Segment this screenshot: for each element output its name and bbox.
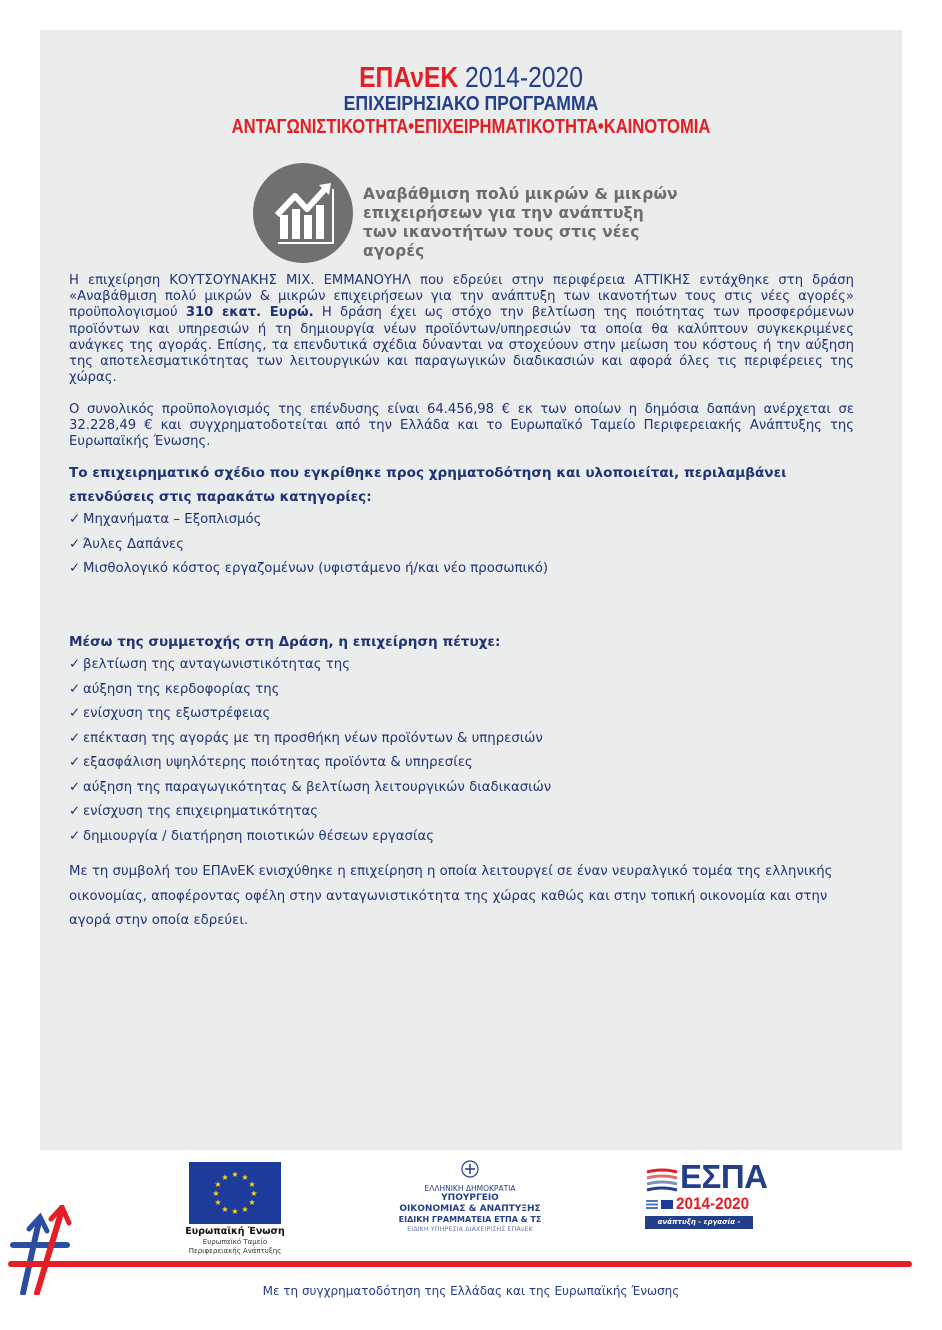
ministry-line: ΕΙΔΙΚΗ ΥΠΗΡΕΣΙΑ ΔΙΑΧΕΙΡΙΣΗΣ ΕΠΑνΕΚ	[407, 1225, 533, 1233]
svg-text:★: ★	[241, 1205, 249, 1214]
list-item-text: Μηχανήματα – Εξοπλισμός	[83, 512, 262, 527]
intro-text-cont: Η δράση έχει ως στόχο την βελτίωση της ποιότητας των προσφερόμενων προϊόντων και υπηρεσιών ή τη δημιουργία νέων προϊόντων/υπηρεσιών τα οποία θα καλύπτουν συγκεκριμένες ανάγκες της αγοράς. Επίσης, τα επενδυτικά σχέδια δύνανται να στοχεύουν στην μείωση του κόστους ή την αύξηση της αποτελεσματικότητας των λειτουργικών και παραγωγικών διαδικασιών και αφορά όλες τις περιφέρειες της χώρας.	[69, 305, 854, 386]
list-item	[69, 800, 869, 825]
results-heading: Μέσω της συμμετοχής στη Δράση, η επιχείρηση πέτυχε:	[69, 634, 501, 650]
list-item	[69, 751, 869, 776]
check-icon: ✓	[69, 536, 81, 552]
action-title-line: Αναβάθμιση πολύ μικρών & μικρών	[363, 185, 678, 203]
results-list	[69, 653, 869, 849]
svg-text:★: ★	[212, 1189, 220, 1198]
list-item	[69, 825, 869, 850]
svg-text:★: ★	[231, 1207, 239, 1216]
ministry-line: ΥΠΟΥΡΓΕΙΟ	[441, 1193, 499, 1203]
check-icon: ✓	[69, 706, 81, 721]
list-item	[69, 702, 869, 727]
svg-text:★: ★	[231, 1170, 239, 1179]
list-item-text: βελτίωση της ανταγωνιστικότητας της	[83, 657, 350, 672]
check-icon: ✓	[69, 779, 81, 795]
check-icon: ✓	[69, 561, 81, 576]
list-item-text: ενίσχυση της επιχειρηματικότητας	[83, 804, 319, 819]
list-item	[69, 508, 869, 533]
list-item-text: ενίσχυση της εξωστρέφειας	[83, 706, 271, 721]
svg-text:★: ★	[248, 1180, 256, 1189]
greek-emblem-icon	[461, 1160, 479, 1178]
action-title-line: των ικανοτήτων τους στις νέες αγορές	[363, 223, 640, 260]
svg-text:★: ★	[214, 1180, 222, 1189]
list-item-text: Μισθολογικό κόστος εργαζομένων (υφιστάμενο ή/και νέο προσωπικό)	[83, 561, 549, 576]
cofunding-footer: Με τη συγχρηματοδότηση της Ελλάδας και της Ευρωπαϊκής Ένωσης	[262, 1284, 680, 1298]
svg-text:★: ★	[214, 1198, 222, 1207]
program-tagline: ΑΝΤΑΓΩΝΙΣΤΙΚΟΤΗΤΑ•ΕΠΙΧΕΙΡΗΜΑΤΙΚΟΤΗΤΑ•ΚΑΙΝΟΤΟΜΙΑ	[231, 116, 711, 138]
program-subtitle: ΕΠΙΧΕΙΡΗΣΙΑΚΟ ΠΡΟΓΡΑΜΜΑ	[343, 93, 599, 115]
ministry-logo	[380, 1160, 560, 1234]
ministry-line: ΕΙΔΙΚΗ ΓΡΑΜΜΑΤΕΙΑ ΕΤΠΑ & ΤΣ	[398, 1215, 542, 1224]
red-divider-line	[8, 1261, 912, 1267]
check-icon: ✓	[69, 828, 81, 844]
program-title	[71, 62, 872, 94]
check-icon: ✓	[69, 512, 81, 527]
list-item-text: Άυλες Δαπάνες	[83, 536, 185, 552]
closing-paragraph: Με τη συμβολή του ΕΠΑνΕΚ ενισχύθηκε η επιχείρηση η οποία λειτουργεί σε έναν νευραλγικό τομέα της ελληνικής οικονομίας, αποφέροντας οφέλη στην ανταγωνιστικότητα της χώρας καθώς και στην τοπική οικονομία και στην αγορά στην οποία εδρεύει.	[69, 864, 833, 928]
action-title	[363, 185, 693, 261]
svg-text:★: ★	[250, 1189, 258, 1198]
list-item	[69, 533, 869, 558]
ministry-line: ΟΙΚΟΝΟΜΙΑΣ & ΑΝΑΠΤΥΞΗΣ	[399, 1204, 541, 1214]
brand-years: 2014-2020	[465, 62, 583, 94]
brand-name: ΕΠΑνΕΚ	[359, 62, 459, 94]
eu-caption-title: Ευρωπαϊκή Ένωση	[185, 1226, 285, 1237]
list-item	[69, 776, 869, 801]
list-item-text: επέκταση της αγοράς με τη προσθήκη νέων προϊόντων & υπηρεσιών	[83, 730, 543, 746]
budget-amount: 310 εκατ. Ευρώ.	[185, 305, 314, 321]
check-icon: ✓	[69, 730, 81, 746]
list-item-text: εξασφάλιση υψηλότερης ποιότητας προϊόντα & υπηρεσίες	[83, 755, 473, 770]
greek-eu-flags-icon	[646, 1200, 674, 1210]
espa-logo	[640, 1158, 768, 1239]
list-item-text: δημιουργία / διατήρηση ποιοτικών θέσεων εργασίας	[83, 828, 435, 844]
espa-word: ΕΣΠΑ	[680, 1158, 768, 1195]
svg-text:★: ★	[248, 1198, 256, 1207]
list-item-text: αύξηση της παραγωγικότητας & βελτίωση λειτουργικών διαδικασιών	[83, 779, 552, 795]
ministry-line: ΕΛΛΗΝΙΚΗ ΔΗΜΟΚΡΑΤΙΑ	[424, 1184, 516, 1193]
check-icon: ✓	[69, 657, 81, 672]
svg-text:★: ★	[221, 1173, 229, 1182]
investments-list	[69, 508, 869, 582]
svg-text:★: ★	[241, 1173, 249, 1182]
action-title-line: επιχειρήσεων για την ανάπτυξη	[363, 204, 644, 222]
investments-heading: Το επιχειρηματικό σχέδιο που εγκρίθηκε προς χρηματοδότηση και υλοποιείται, περιλαμβάνει επενδύσεις στις παρακάτω κατηγορίες:	[69, 465, 787, 505]
list-item-text: αύξηση της κερδοφορίας της	[83, 681, 280, 697]
list-item	[69, 727, 869, 752]
check-icon: ✓	[69, 804, 81, 819]
eu-caption-line: Ευρωπαϊκό Ταμείο	[202, 1238, 268, 1246]
check-icon: ✓	[69, 755, 81, 770]
growth-chart-icon	[253, 163, 353, 263]
espa-years: 2014-2020	[676, 1194, 750, 1213]
program-header	[0, 62, 942, 139]
list-item	[69, 653, 869, 678]
espa-waves-icon	[645, 1168, 679, 1196]
budget-paragraph: Ο συνολικός προϋπολογισμός της επένδυσης είναι 64.456,98 € εκ των οποίων η δημόσια δαπάνη ανέρχεται σε 32.228,49 € και συγχρηματοδοτείται από την Ελλάδα και το Ευρωπαϊκό Ταμείο Περιφερειακής Ανάπτυξης της Ευρωπαϊκής Ένωσης.	[69, 402, 854, 450]
list-item	[69, 557, 869, 582]
eu-flag-logo	[189, 1162, 281, 1224]
intro-paragraph	[69, 273, 854, 386]
check-icon: ✓	[69, 681, 81, 697]
list-item	[69, 678, 869, 703]
svg-text:★: ★	[221, 1205, 229, 1214]
action-banner	[253, 163, 693, 263]
eu-caption-line: Περιφερειακής Ανάπτυξης	[188, 1247, 282, 1255]
espa-slogan: ανάπτυξη - εργασία - αλληλεγγύη	[645, 1216, 753, 1229]
eu-caption-fund	[179, 1238, 291, 1256]
intro-text: Η επιχείρηση ΚΟΥΤΣΟΥΝΑΚΗΣ ΜΙΧ. ΕΜΜΑΝΟΥΗΛ που εδρεύει στην περιφέρεια ΑΤΤΙΚΗΣ εντάχθηκε στη δράση «Αναβάθμιση πολύ μικρών & μικρών επιχειρήσεων για την ανάπτυξη των ικανοτήτων τους στις νέες αγορές» προϋπολογισμού	[69, 273, 854, 321]
